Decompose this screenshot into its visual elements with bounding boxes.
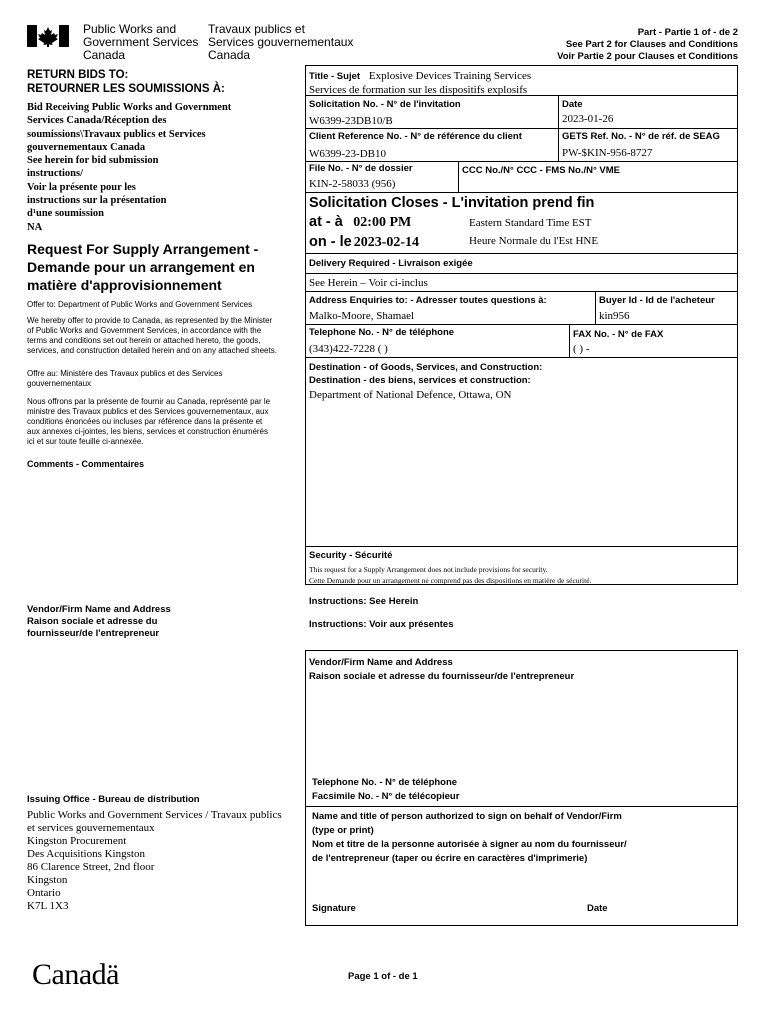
department-name-en: Public Works and Government Services Canada	[83, 22, 199, 62]
gets-reference-label: GETS Ref. No. - N° de réf. de SEAG	[562, 131, 720, 142]
gets-reference-value: PW-$KIN-956-8727	[562, 147, 653, 159]
signature-date-label: Date	[587, 903, 608, 914]
file-number-value: KIN-2-58033 (956)	[309, 178, 396, 190]
return-bids-address: Bid Receiving Public Works and Government Services Canada/Réception des soumissions\Travaux publics et Services gouvernementaux Canada See herein for bid submission instructions/ Voir la présente pour les instructions sur la présentation d¹une soumission NA	[27, 102, 232, 233]
vendor-name-address-field[interactable]	[309, 688, 734, 774]
destination-value: Department of National Defence, Ottawa, ON	[309, 389, 512, 401]
return-bids-heading: RETURN BIDS TO: RETOURNER LES SOUMISSIONS À:	[27, 69, 225, 95]
document-title: Request For Supply Arrangement - Demande pour un arrangement en matière d'approvisionnement	[27, 241, 259, 293]
vendor-firm-label: Vendor/Firm Name and Address Raison sociale et adresse du fournisseur/de l'entrepreneur	[27, 604, 171, 639]
authorized-signer-label: Name and title of person authorized to sign on behalf of Vendor/Firm (type or print) Nom et titre de la personne autorisée à signer au nom du fournisseur/ de l'entrepreneur (taper ou écrire en caractères d'imprimerie)	[312, 811, 627, 864]
date-label: Date	[562, 99, 583, 110]
delivery-required-label: Delivery Required - Livraison exigée	[309, 258, 473, 269]
title-field: Title - Sujet Explosive Devices Training Services Services de formation sur les dispositifs explosifs	[309, 70, 532, 97]
offer-au-text: Offre au: Ministère des Travaux publics et des Services gouvernementaux	[27, 369, 223, 388]
buyer-id-label: Buyer Id - Id de l'acheteur	[599, 295, 715, 306]
file-number-label: File No. - N° de dossier	[309, 163, 413, 174]
authorized-signer-field[interactable]	[309, 868, 734, 898]
offer-to-text: Offer to: Department of Public Works and Government Services	[27, 300, 253, 309]
buyer-id-value: kin956	[599, 310, 630, 322]
client-reference-value: W6399-23-DB10	[309, 148, 386, 160]
solicitation-closes-label: Solicitation Closes - L'invitation prend fin	[309, 195, 595, 211]
offer-en-paragraph: We hereby offer to provide to Canada, as represented by the Minister of Public Works and Government Services, in accordance with the terms and conditions set out herein or attached hereto, the goods, services, and construction detailed herein and on any attached sheets.	[27, 316, 277, 355]
offer-fr-paragraph: Nous offrons par la présente de fournir au Canada, représenté par le ministre des Travaux publics et des Services gouvernementaux, aux conditions énoncées ou incluses par référence dans la présente et aux annexes ci-jointes, les biens, services et construction énumérés ici et sur toute feuille ci-annexée.	[27, 397, 271, 446]
solicitation-number-value: W6399-23DB10/B	[309, 115, 393, 127]
closing-date: on - le 2023-02-14	[309, 234, 420, 250]
ccc-number-label: CCC No./N° CCC - FMS No./N° VME	[462, 165, 621, 176]
signature-label: Signature	[312, 903, 356, 914]
fax-label: FAX No. - N° de FAX	[573, 329, 664, 340]
timezone-fr: Heure Normale du l'Est HNE	[469, 235, 599, 247]
telephone-label: Telephone No. - N° de téléphone	[309, 327, 455, 338]
destination-label: Destination - of Goods, Services, and Construction: Destination - des biens, services et construction:	[309, 362, 543, 386]
part-indicator: Part - Partie 1 of - de 2 See Part 2 for Clauses and Conditions Voir Partie 2 pour Clauses et Conditions	[557, 27, 738, 62]
address-enquiries-value: Malko-Moore, Shamael	[309, 310, 415, 322]
department-name-fr: Travaux publics et Services gouvernementaux Canada	[208, 22, 354, 62]
solicitation-form-box	[305, 65, 738, 585]
client-reference-label: Client Reference No. - N° de référence du client	[309, 131, 522, 142]
instructions-en: Instructions: See Herein	[309, 596, 419, 607]
instructions-fr: Instructions: Voir aux présentes	[309, 619, 454, 630]
page-number: Page 1 of - de 1	[348, 971, 418, 982]
security-label: Security - Sécurité	[309, 550, 393, 561]
date-value: 2023-01-26	[562, 113, 614, 125]
issuing-office-address: Public Works and Government Services / Travaux publics et services gouvernementaux Kingston Procurement Des Acquisitions Kingston 86 Clarence Street, 2nd floor Kingston Ontario K7L 1X3	[27, 809, 282, 912]
address-enquiries-label: Address Enquiries to: - Adresser toutes questions à:	[309, 295, 547, 306]
canada-flag-logo	[27, 25, 69, 47]
delivery-required-value: See Herein – Voir ci-inclus	[309, 277, 428, 289]
timezone-en: Eastern Standard Time EST	[469, 217, 592, 229]
telephone-value: (343)422-7228 ( )	[309, 343, 388, 355]
canada-wordmark-logo: Canadä	[32, 958, 119, 991]
vendor-box-label: Vendor/Firm Name and Address Raison sociale et adresse du fournisseur/de l'entrepreneur	[309, 657, 575, 682]
comments-label: Comments - Commentaires	[27, 459, 145, 469]
fax-value: ( ) -	[573, 343, 590, 355]
issuing-office-label: Issuing Office - Bureau de distribution	[27, 794, 200, 805]
security-text: This request for a Supply Arrangement does not include provisions for security. Cette Demande pour un arrangement ne comprend pas des dispositions en matière de sécurité.	[309, 565, 592, 585]
closing-time: at - à 02:00 PM	[309, 214, 412, 230]
solicitation-number-label: Solicitation No. - N° de l'invitation	[309, 99, 461, 110]
vendor-telephone-label: Telephone No. - N° de téléphone Facsimile No. - N° de télécopieur	[312, 777, 460, 802]
